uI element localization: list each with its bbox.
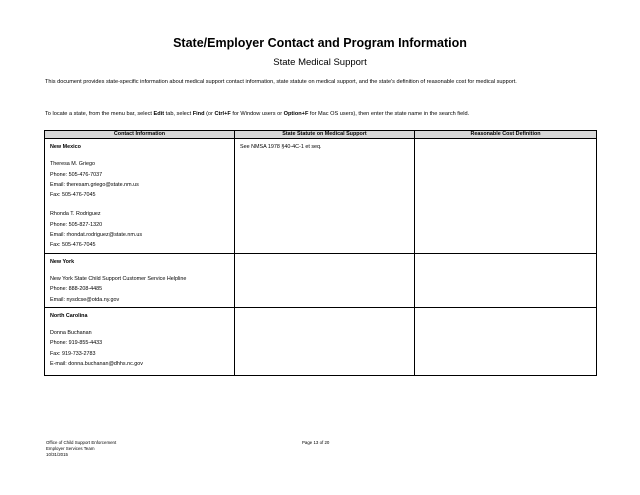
option-f-shortcut: Option+F — [283, 111, 309, 117]
state-name: New York — [50, 258, 75, 265]
contact-email: E-mail: donna.buchanan@dhhs.nc.gov — [50, 361, 143, 368]
cost-cell — [415, 307, 597, 375]
table-header-row — [45, 131, 597, 139]
contact-email: Email: nysdcse@otda.ny.gov — [50, 296, 120, 303]
statute-cell — [235, 307, 415, 375]
instructions-text: for Mac OS users), then enter the state name in the search field. — [308, 111, 470, 117]
edit-keyword: Edit — [153, 111, 165, 117]
ctrl-f-shortcut: Ctrl+F — [214, 111, 231, 117]
table-row-new-mexico — [45, 139, 597, 254]
contact-fax: Fax: 505-476-7045 — [50, 192, 96, 199]
search-instructions — [45, 110, 605, 119]
footer-line: Office of Child Support Enforcement — [46, 440, 117, 445]
state-name: North Carolina — [50, 312, 88, 319]
instructions-text: for Window users or — [230, 111, 284, 117]
footer-office — [46, 440, 116, 457]
find-keyword: Find — [192, 111, 205, 117]
statute-cell — [235, 253, 415, 307]
contact-phone: Phone: 919-855-4433 — [50, 340, 103, 347]
footer-line: Employer Services Team — [46, 445, 95, 451]
contact-cell — [45, 253, 235, 307]
footer-date: 10/31/2015 — [46, 451, 68, 457]
contact-name: New York State Child Support Customer Service Helpline — [50, 275, 187, 282]
page-number: Page 13 of 20 — [302, 440, 330, 445]
contact-phone: Phone: 888-208-4485 — [50, 286, 103, 293]
intro-paragraph: This document provides state-specific information about medical support contact information, state statute on medical support, and the state's definition of reasonable cost for medical support. — [45, 79, 517, 85]
instructions-text: To locate a state, from the menu bar, select — [45, 111, 154, 117]
contact-cell — [45, 307, 235, 375]
contact-email: Email: theresam.griego@state.nm.us — [50, 181, 139, 188]
cost-cell — [415, 253, 597, 307]
column-header-statute: State Statute on Medical Support — [235, 131, 415, 139]
contact-phone: Phone: 505-476-7037 — [50, 171, 103, 178]
contact-fax: Fax: 505-476-7045 — [50, 242, 96, 249]
statute-cell: See NMSA 1978 §40-4C-1 et seq. — [235, 139, 415, 254]
table-row-new-york — [45, 253, 597, 307]
page-title: State/Employer Contact and Program Information — [173, 36, 467, 50]
state-name: New Mexico — [50, 144, 81, 150]
contact-name: Rhonda T. Rodriguez — [50, 211, 101, 218]
table-row-north-carolina — [45, 307, 597, 375]
contact-fax: Fax: 919-733-2783 — [50, 350, 96, 357]
contact-name: Donna Buchanan — [50, 330, 92, 337]
instructions-text: (or — [204, 111, 215, 117]
contact-email: Email: rhondat.rodriguez@state.nm.us — [50, 232, 143, 239]
column-header-cost: Reasonable Cost Definition — [415, 131, 597, 139]
contact-cell — [45, 139, 235, 254]
instructions-text: tab, select — [164, 111, 193, 117]
contact-phone: Phone: 505-827-1320 — [50, 221, 103, 228]
cost-cell — [415, 139, 597, 254]
column-header-contact: Contact Information — [45, 131, 235, 139]
contact-name: Theresa M. Griego — [50, 161, 95, 168]
state-contact-table — [44, 130, 597, 376]
page-subtitle: State Medical Support — [273, 57, 367, 68]
